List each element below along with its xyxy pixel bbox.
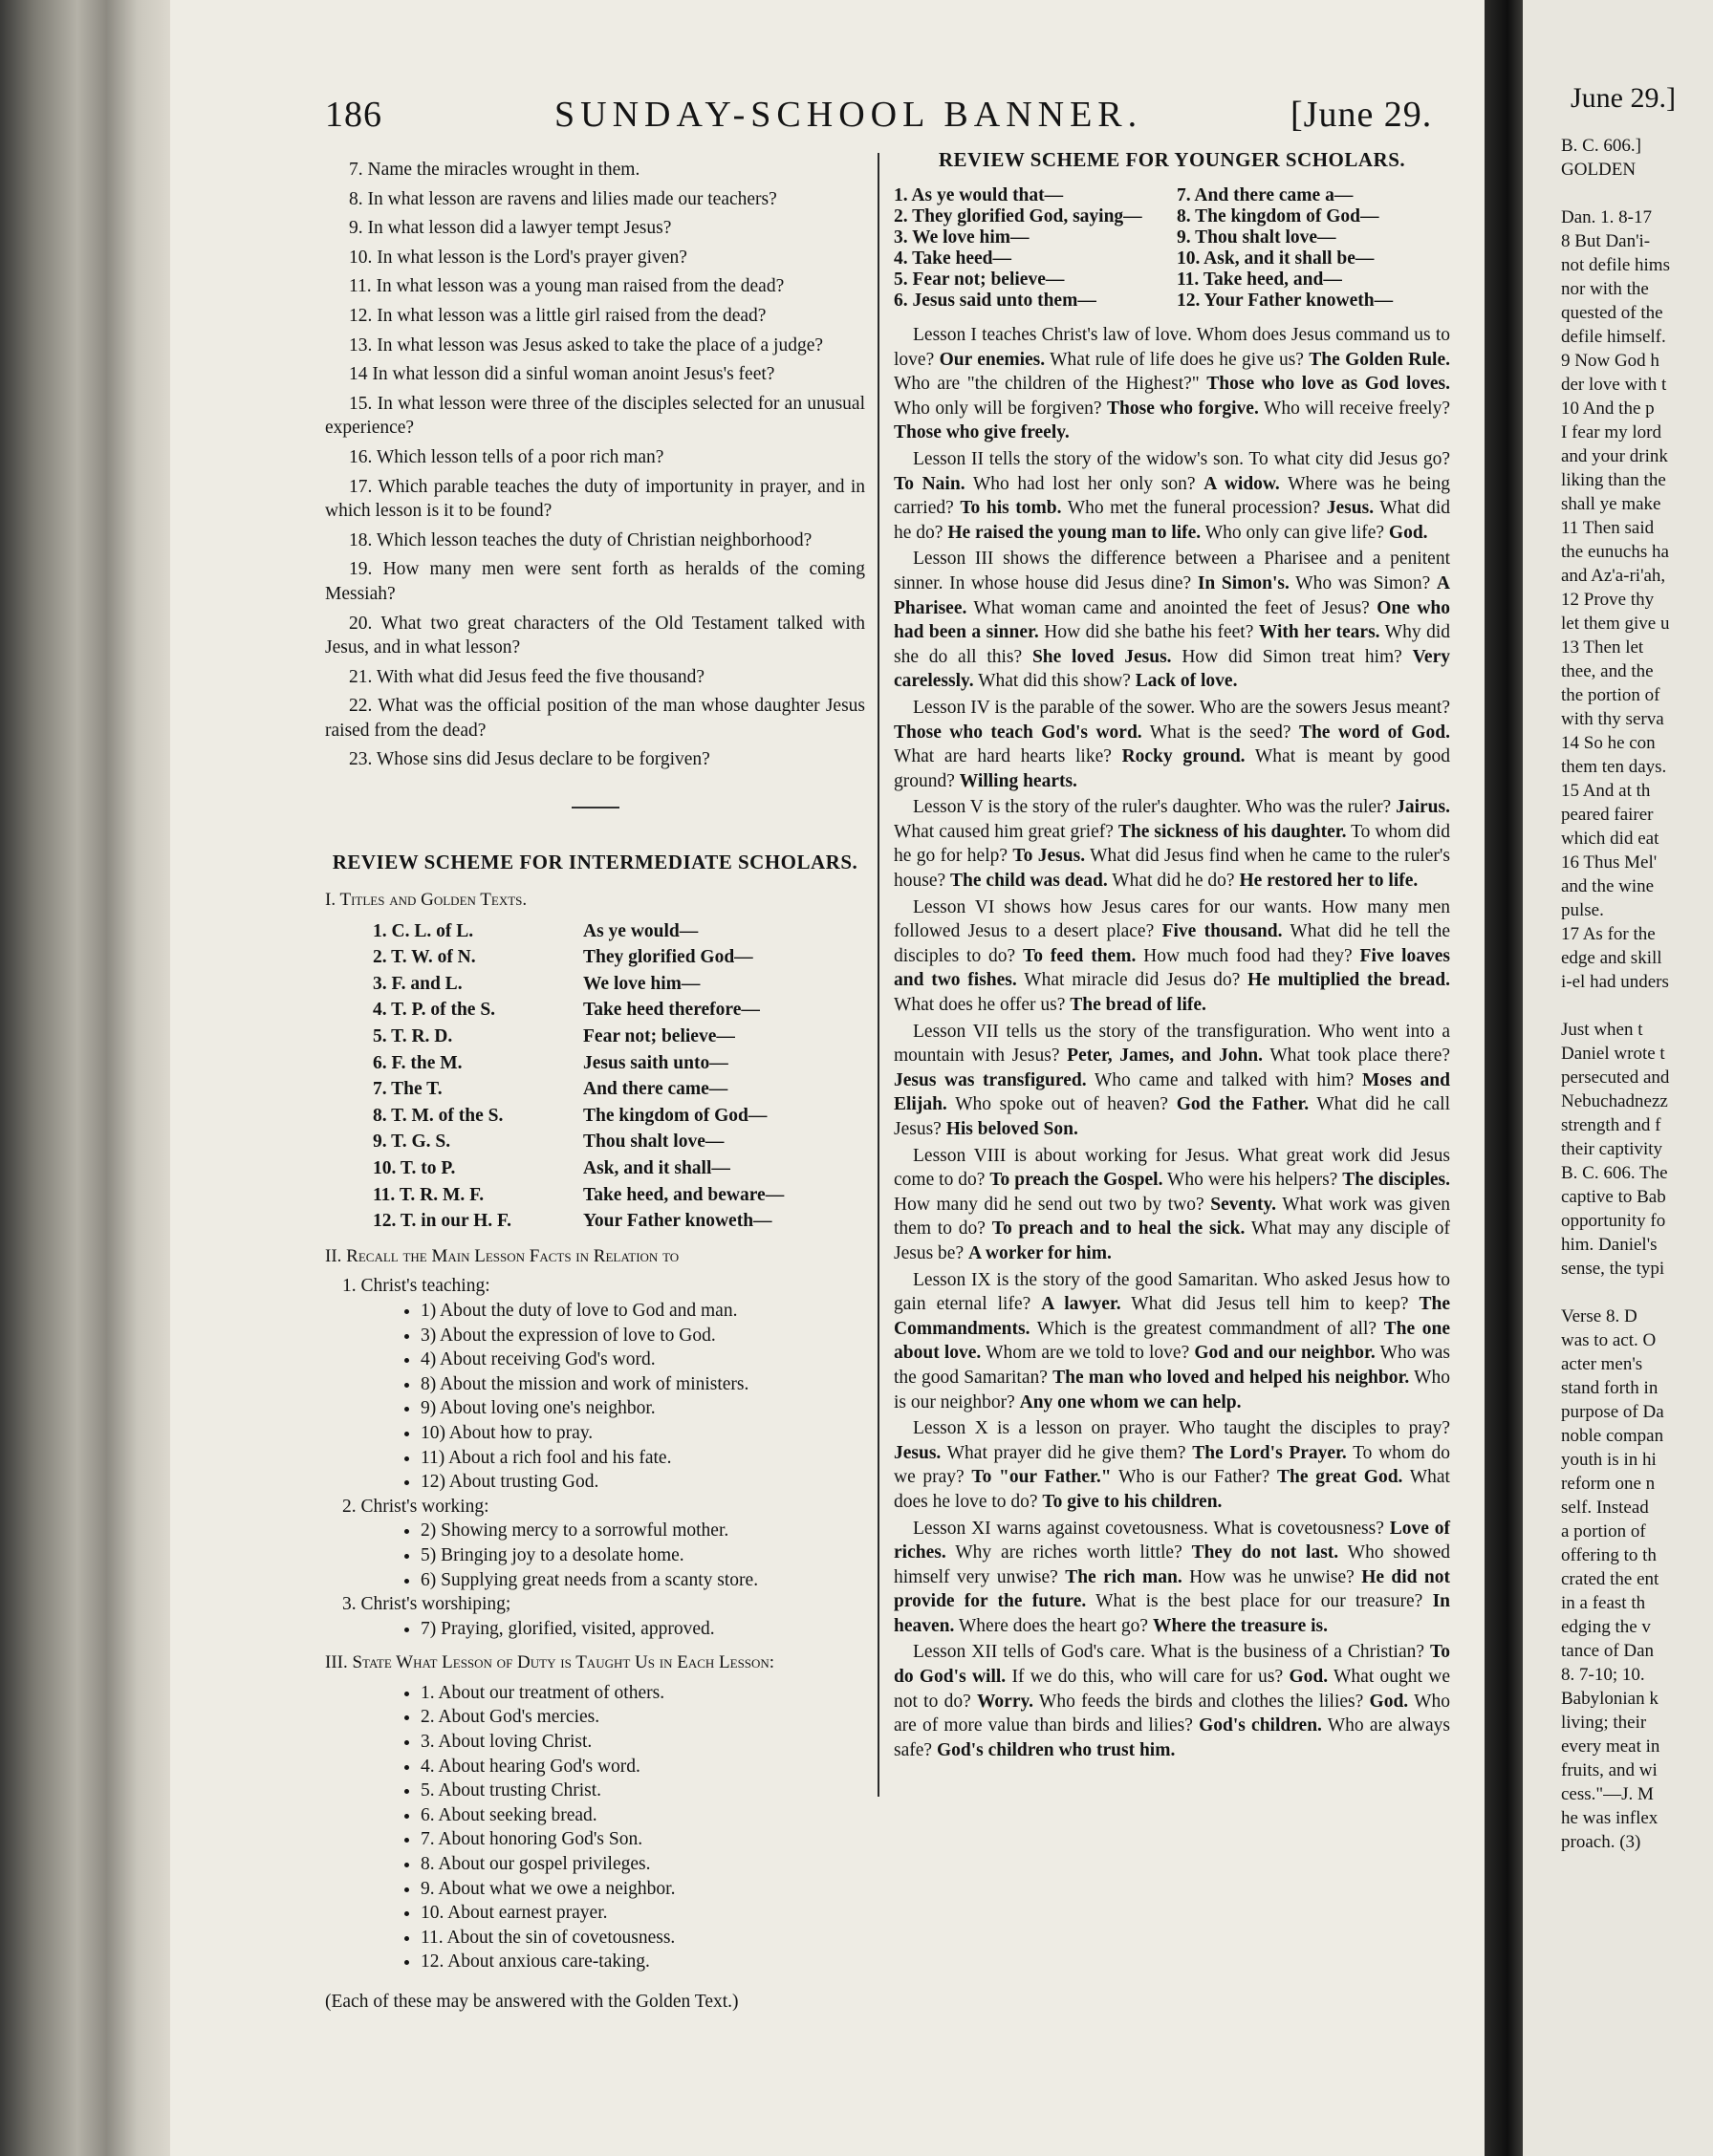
title-abbrev: 3. F. and L. [373,973,463,994]
answer: He multiplied the bread. [1247,970,1451,991]
facing-line: thee, and the [1561,661,1654,681]
facing-line: i-el had unders [1561,972,1669,992]
answer: Those who teach God's word. [894,722,1142,743]
facing-line: every meat in [1561,1736,1660,1757]
golden-text: Your Father knoweth— [583,1211,772,1232]
lesson-paragraph: Lesson II tells the story of the widow's son. To what city did Jesus go? To Nain. Who had lost her only son? A widow. Where was he being carried? To his tomb. Who met the funeral procession? Jesus. What did he do? He raised the young man to life. Who only can give life? God. [894,448,1450,543]
answer: He raised the young man to life. [947,522,1202,543]
answer: God the Father. [1176,1094,1310,1115]
answer: Five loaves and two fishes. [894,945,1450,991]
intermediate-heading: REVIEW SCHEME FOR INTERMEDIATE SCHOLARS. [332,851,858,874]
question-item: 7. Name the miracles wrought in them. [349,160,640,180]
answer: A lawyer. [1041,1294,1121,1315]
facing-line: their captivity [1561,1139,1663,1159]
list-item: • 3. About loving Christ. [421,1730,865,1755]
facing-line: shall ye make [1561,494,1661,514]
answer: The Commandments. [894,1294,1450,1339]
list-item: • 10) About how to pray. [421,1421,865,1446]
facing-line: them ten days. [1561,757,1667,777]
golden-text-item: 9. Thou shalt love— [1177,227,1336,248]
answer: Jesus was transfigured. [894,1069,1087,1090]
footnote: (Each of these may be answered with the Golden Text.) [325,1992,739,2012]
golden-text: The kingdom of God— [583,1105,768,1126]
lesson-paragraph: Lesson V is the story of the ruler's daughter. Who was the ruler? Jairus. What caused him great grief? The sickness of his daughter. To whom did he go for help? To Jesus. What did Jesus find when he came to the ruler's house? The child was dead. What did he do? He restored her to life. [894,797,1450,892]
answer: God. [1388,522,1428,543]
golden-text-item: 8. The kingdom of God— [1177,206,1379,226]
facing-line: B. C. 606. The [1561,1163,1668,1183]
list-item: • 7. About honoring God's Son. [421,1827,865,1852]
question-item: 8. In what lesson are ravens and lilies made our teachers? [349,188,777,209]
answer: One who had been a sinner. [894,597,1450,643]
answer: Jesus. [894,1442,942,1463]
golden-text: Take heed, and beware— [583,1184,785,1205]
list-item: • 2. About God's mercies. [421,1705,865,1730]
facing-line: and Az'a-ri'ah, [1561,566,1666,586]
facing-line: which did eat [1561,829,1659,849]
facing-line: let them give u [1561,614,1670,634]
title-row [373,1208,784,1235]
answer: He restored her to life. [1239,871,1419,892]
facing-line: edging the v [1561,1617,1651,1637]
golden-text: Thou shalt love— [583,1132,725,1153]
list-item: • 8) About the mission and work of ministers. [421,1372,865,1397]
question-item: 12. In what lesson was a little girl raised from the dead? [349,305,767,326]
facing-line: acter men's [1561,1354,1643,1374]
facing-line: he was inflex [1561,1808,1659,1828]
answer: To Nain. [894,473,965,494]
golden-text: Jesus saith unto— [583,1052,728,1073]
title-row [373,1182,784,1209]
title-row [373,1050,784,1077]
titles-heading: I. Titles and Golden Texts. [325,890,528,911]
lesson-paragraph: Lesson XI warns against covetousness. What is covetousness? Love of riches. Why are riches worth little? They do not last. Who showed himself very unwise? The rich man. How was he unwise? He did not provide for the future. What is the best place for our treasure? In heaven. Where does the heart go? Where the treasure is. [894,1518,1451,1636]
facing-line: 9 Now God h [1561,351,1659,371]
working-list [421,1519,865,1592]
answer: Moses and Elijah. [894,1069,1450,1115]
facing-line: peared fairer [1561,805,1654,825]
right-column [894,148,1450,1764]
golden-text: As ye would— [583,920,699,941]
list-item: • 11) About a rich fool and his fate. [421,1446,865,1471]
answer: In heaven. [894,1591,1450,1636]
lesson-paragraph: Lesson VIII is about working for Jesus. What great work did Jesus come to do? To preach the Gospel. Who were his helpers? The disciples. How many did he send out two by two? Seventy. What work was given them to do? To preach and to heal the sick. What may any disciple of Jesus be? A worker for him. [894,1145,1451,1263]
answer: A worker for him. [967,1242,1112,1263]
facing-line: living; their [1561,1713,1647,1733]
facing-line: noble compan [1561,1426,1664,1446]
facing-line: purpose of Da [1561,1402,1664,1422]
title-row [373,944,784,971]
list-item: • 12. About anxious care-taking. [421,1950,865,1974]
facing-line: reform one n [1561,1474,1656,1494]
answer: Those who give freely. [894,422,1070,443]
title-abbrev: 6. F. the M. [373,1052,463,1073]
question-list [325,158,865,772]
page-title: SUNDAY-SCHOOL BANNER. [554,95,1143,135]
facing-line: self. Instead [1561,1498,1649,1518]
answer: In Simon's. [1197,572,1290,593]
question-item: 23. Whose sins did Jesus declare to be forgiven? [349,749,710,770]
facing-line: der love with t [1561,375,1667,395]
answer: The word of God. [1298,722,1450,743]
facing-line: pulse. [1561,900,1604,920]
facing-text [1561,134,1713,1854]
title-row [373,1076,784,1103]
teaching-list [421,1299,865,1495]
list-item: • 8. About our gospel privileges. [421,1852,865,1877]
answer: To give to his children. [1042,1491,1223,1512]
answer: His beloved Son. [945,1119,1078,1139]
lesson-paragraph: Lesson VI shows how Jesus cares for our wants. How many men followed Jesus to a desert place? Five thousand. What did he tell the disciples to do? To feed them. How much food had they? Five loaves and two fishes. What miracle did Jesus do? He multiplied the bread. What does he offer us? The bread of life. [894,896,1451,1016]
list-item: • 5. About trusting Christ. [421,1779,865,1803]
facing-header: June 29.] [1571,82,1676,114]
answer: The Golden Rule. [1309,349,1451,370]
list-item: • 11. About the sin of covetousness. [421,1926,865,1951]
golden-text: Fear not; believe— [583,1026,735,1047]
title-row [373,1155,784,1182]
facing-line: stand forth in [1561,1378,1659,1398]
answer: The rich man. [1065,1566,1182,1587]
facing-line: youth is in hi [1561,1450,1657,1470]
facing-line: him. Daniel's [1561,1235,1658,1255]
question-item: 17. Which parable teaches the duty of importunity in prayer, and in which lesson is it to be found? [325,476,865,522]
list-item: • 7) Praying, glorified, visited, approved. [421,1617,865,1642]
lesson-paragraph: Lesson IV is the parable of the sower. Who are the sowers Jesus meant? Those who teach God's word. What is the seed? The word of God. What are hard hearts like? Rocky ground. What is meant by good ground? Willing hearts. [894,697,1450,791]
answer: The one about love. [894,1318,1450,1364]
answer: Lack of love. [1135,671,1238,692]
list-item: • 4. About hearing God's word. [421,1755,865,1779]
book-spine [1485,0,1523,2156]
facing-line: captive to Bab [1561,1187,1666,1207]
title-abbrev: 4. T. P. of the S. [373,1000,496,1021]
golden-text: And there came— [583,1079,728,1100]
answer: Where the treasure is. [1152,1615,1328,1636]
facing-line: persecuted and [1561,1067,1670,1088]
list-item: • 6. About seeking bread. [421,1803,865,1828]
facing-line: 11 Then said [1561,518,1655,538]
question-item: 21. With what did Jesus feed the five thousand? [349,666,705,687]
worshiping-heading: 3. Christ's worshiping; [342,1594,511,1615]
answer: God's children. [1199,1715,1322,1736]
answer: God. [1369,1691,1409,1712]
facing-line: fruits, and wi [1561,1760,1658,1780]
title-row [373,971,784,998]
question-item: 9. In what lesson did a lawyer tempt Jesus? [349,218,672,239]
facing-line: crated the ent [1561,1569,1659,1589]
question-item: 19. How many men were sent forth as heralds of the coming Messiah? [325,559,865,604]
facing-line: Dan. 1. 8-17 [1561,207,1652,227]
facing-line [1561,994,1713,1018]
duty-heading: III. State What Lesson of Duty is Taught Us in Each Lesson: [325,1652,775,1673]
golden-text-item: 1. As ye would that— [894,185,1064,205]
answer: To "our Father." [971,1467,1112,1488]
golden-text-item: 4. Take heed— [894,248,1011,269]
question-item: 10. In what lesson is the Lord's prayer given? [349,247,687,268]
answer: God's children who trust him. [936,1739,1176,1760]
golden-text-item: 10. Ask, and it shall be— [1177,248,1375,269]
golden-text: They glorified God— [583,947,753,968]
answer: He did not provide for the future. [894,1566,1450,1612]
facing-line: 8 But Dan'i- [1561,231,1651,251]
answer: The child was dead. [950,871,1108,892]
question-item: 22. What was the official position of the man whose daughter Jesus raised from the dead? [325,696,865,741]
answer: Peter, James, and John. [1067,1046,1264,1067]
title-row [373,1103,784,1130]
answer: Five thousand. [1161,921,1283,942]
answer: With her tears. [1258,622,1380,643]
golden-text-item: 2. They glorified God, saying— [894,206,1142,226]
golden-text: We love him— [583,973,701,994]
answer: Love of riches. [894,1518,1451,1563]
left-column [325,158,865,2015]
facing-line: 13 Then let [1561,637,1644,658]
golden-text-item: 3. We love him— [894,227,1030,248]
lesson-paragraph: Lesson VII tells us the story of the transfiguration. Who went into a mountain with Jesus? Peter, James, and John. What took place there? Jesus was transfigured. Who came and talked with him? Moses and Elijah. Who spoke out of heaven? God the Father. What did he call Jesus? His beloved Son. [894,1021,1451,1139]
duty-list [421,1681,865,1974]
facing-line: defile himself. [1561,327,1666,347]
title-row [373,997,784,1024]
lesson-paragraph: Lesson X is a lesson on prayer. Who taught the disciples to pray? Jesus. What prayer did he give them? The Lord's Prayer. To whom do we pray? To "our Father." Who is our Father? The great God. What does he love to do? To give to his children. [894,1418,1451,1512]
answer: A Pharisee. [894,572,1450,618]
golden-text-item: 11. Take heed, and— [1177,270,1342,290]
title-row [373,1129,784,1155]
lesson-paragraph: Lesson III shows the difference between a Pharisee and a penitent sinner. In whose house did Jesus dine? In Simon's. Who was Simon? A Pharisee. What woman came and anointed the feet of Jesus? One who had been a sinner. How did she bathe his feet? With her tears. Why did she do all this? She loved Jesus. How did Simon treat him? Very carelessly. What did this show? Lack of love. [894,549,1450,692]
facing-line: 8. 7-10; 10. [1561,1665,1645,1685]
facing-line: opportunity fo [1561,1211,1666,1231]
title-abbrev: 9. T. G. S. [373,1132,451,1153]
question-item: 20. What two great characters of the Old Testament talked with Jesus, and in what lesson? [325,613,865,658]
lesson-list [894,323,1450,1762]
answer: The sickness of his daughter. [1117,821,1347,842]
answer: Those who love as God loves. [1206,374,1450,395]
answer: God. [1289,1667,1329,1688]
column-rule [878,153,879,1797]
facing-line: Babylonian k [1561,1689,1659,1709]
facing-line: liking than the [1561,470,1666,490]
list-item: • 6) Supplying great needs from a scanty store. [421,1568,865,1593]
facing-line: Just when t [1561,1020,1643,1040]
facing-line: Nebuchadnezz [1561,1091,1668,1111]
list-item: • 2) Showing mercy to a sorrowful mother. [421,1519,865,1543]
facing-line: and your drink [1561,446,1668,466]
book-gutter [0,0,172,2156]
answer: Worry. [976,1691,1034,1712]
title-row [373,918,784,945]
facing-line: 16 Thus Mel' [1561,852,1658,873]
golden-text-item: 5. Fear not; believe— [894,270,1065,290]
facing-line [1561,1281,1713,1304]
facing-line [1561,182,1713,205]
section-separator [572,807,619,808]
working-heading: 2. Christ's working: [342,1496,489,1517]
facing-line: a portion of [1561,1521,1646,1542]
facing-line: Daniel wrote t [1561,1044,1665,1064]
golden-text: Ask, and it shall— [583,1158,730,1178]
facing-line: and the wine [1561,876,1655,896]
list-item: • 4) About receiving God's word. [421,1348,865,1372]
facing-line: 15 And at th [1561,781,1651,801]
title-abbrev: 12. T. in our H. F. [373,1211,512,1232]
answer: She loved Jesus. [1031,646,1172,667]
facing-line: B. C. 606.] [1561,136,1641,156]
answer: Jairus. [1396,797,1450,818]
facing-line: strength and f [1561,1115,1661,1135]
answer: God and our neighbor. [1194,1343,1376,1364]
facts-heading: II. Recall the Main Lesson Facts in Relation to [325,1245,680,1266]
answer: The man who loved and helped his neighbor. [1052,1367,1410,1388]
facing-line: the eunuchs ha [1561,542,1669,562]
answer: Those who forgive. [1107,398,1259,419]
answer: Willing hearts. [959,770,1077,791]
younger-golden-texts [894,185,1450,312]
facing-line: the portion of [1561,685,1660,705]
title-abbrev: 7. The T. [373,1079,443,1100]
golden-text-item: 7. And there came a— [1177,185,1354,205]
facing-line: edge and skill [1561,948,1662,968]
lesson-paragraph: Lesson IX is the story of the good Samaritan. Who asked Jesus how to gain eternal life? A lawyer. What did Jesus tell him to keep? The Commandments. Which is the greatest commandment of all? The one about love. Whom are we told to love? God and our neighbor. Who was the good Samaritan? The man who loved and helped his neighbor. Who is our neighbor? Any one whom we can help. [894,1269,1450,1412]
facing-line: 14 So he con [1561,733,1656,753]
answer: Jesus. [1326,498,1375,519]
question-item: 11. In what lesson was a young man raised from the dead? [349,276,785,297]
facing-line: in a feast th [1561,1593,1646,1613]
facing-line: 10 And the p [1561,399,1655,419]
facing-line: Verse 8. D [1561,1306,1637,1326]
list-item: • 1. About our treatment of others. [421,1681,865,1706]
facing-line: I fear my lord [1561,422,1661,442]
answer: The Lord's Prayer. [1192,1442,1347,1463]
title-abbrev: 8. T. M. of the S. [373,1105,504,1126]
worshiping-list [421,1617,865,1642]
lesson-paragraph: Lesson XII tells of God's care. What is the business of a Christian? To do God's will. If we do this, who will care for us? God. What ought we not to do? Worry. Who feeds the birds and clothes the lilies? God. Who are of more value than birds and lilies? God's children. Who are always safe? God's children who trust him. [894,1642,1450,1760]
answer: To do God's will. [894,1642,1450,1688]
answer: A widow. [1203,473,1280,494]
answer: Any one whom we can help. [1019,1391,1242,1412]
facing-line: cess."—J. M [1561,1784,1654,1804]
golden-text: Take heed therefore— [583,1000,760,1021]
answer: To feed them. [1022,945,1137,966]
answer: The disciples. [1342,1170,1451,1191]
lesson-paragraph: Lesson I teaches Christ's law of love. Whom does Jesus command us to love? Our enemies. What rule of life does he give us? The Golden Rule. Who are "the children of the Highest?" Those who love as God loves. Who only will be forgiven? Those who forgive. Who will receive freely? Those who give freely. [894,325,1451,443]
facing-line: GOLDEN [1561,160,1637,180]
titles-table [373,918,784,1235]
teaching-heading: 1. Christ's teaching: [342,1276,490,1297]
question-item: 16. Which lesson tells of a poor rich man? [349,446,664,467]
answer: The great God. [1276,1467,1403,1488]
list-item: • 9. About what we owe a neighbor. [421,1877,865,1902]
facing-line: 17 As for the [1561,924,1656,944]
answer: The bread of life. [1070,995,1206,1016]
list-item: • 3) About the expression of love to God. [421,1324,865,1348]
question-item: 14 In what lesson did a sinful woman anoint Jesus's feet? [349,364,775,385]
answer: To his tomb. [960,498,1062,519]
answer: Seventy. [1210,1194,1277,1215]
answer: To Jesus. [1012,846,1086,867]
facing-line: with thy serva [1561,709,1664,729]
answer: To preach and to heal the sick. [991,1218,1246,1240]
facing-page [1523,0,1713,2156]
answer: Rocky ground. [1121,746,1246,767]
facing-line: 12 Prove thy [1561,590,1655,610]
list-item: • 12) About trusting God. [421,1470,865,1495]
page-date: [June 29. [1290,95,1433,135]
answer: Very carelessly. [894,646,1450,692]
question-item: 13. In what lesson was Jesus asked to take the place of a judge? [349,334,824,356]
facing-line: not defile hims [1561,255,1670,275]
facing-line: nor with the [1561,279,1649,299]
facing-line: quested of the [1561,303,1663,323]
golden-text-item: 12. Your Father knoweth— [1177,291,1394,311]
facing-line: sense, the typi [1561,1259,1665,1279]
question-item: 15. In what lesson were three of the disciples selected for an unusual experience? [325,393,865,439]
title-row [373,1024,784,1050]
golden-text-item: 6. Jesus said unto them— [894,291,1096,311]
title-abbrev: 10. T. to P. [373,1158,456,1178]
answer: To preach the Gospel. [989,1170,1163,1191]
list-item: • 10. About earnest prayer. [421,1901,865,1926]
list-item: • 9) About loving one's neighbor. [421,1396,865,1421]
title-abbrev: 1. C. L. of L. [373,920,474,941]
list-item: • 1) About the duty of love to God and man. [421,1299,865,1324]
title-abbrev: 11. T. R. M. F. [373,1184,485,1205]
list-item: • 5) Bringing joy to a desolate home. [421,1543,865,1568]
title-abbrev: 5. T. R. D. [373,1026,453,1047]
facing-line: was to act. O [1561,1330,1657,1350]
facing-line: proach. (3) [1561,1832,1641,1852]
answer: They do not last. [1191,1542,1339,1563]
title-abbrev: 2. T. W. of N. [373,947,476,968]
page-number: 186 [325,95,382,135]
younger-heading: REVIEW SCHEME FOR YOUNGER SCHOLARS. [938,148,1406,171]
question-item: 18. Which lesson teaches the duty of Christian neighborhood? [349,529,813,550]
facing-line: offering to th [1561,1545,1657,1565]
facing-line: tance of Dan [1561,1641,1655,1661]
answer: Our enemies. [939,349,1046,370]
